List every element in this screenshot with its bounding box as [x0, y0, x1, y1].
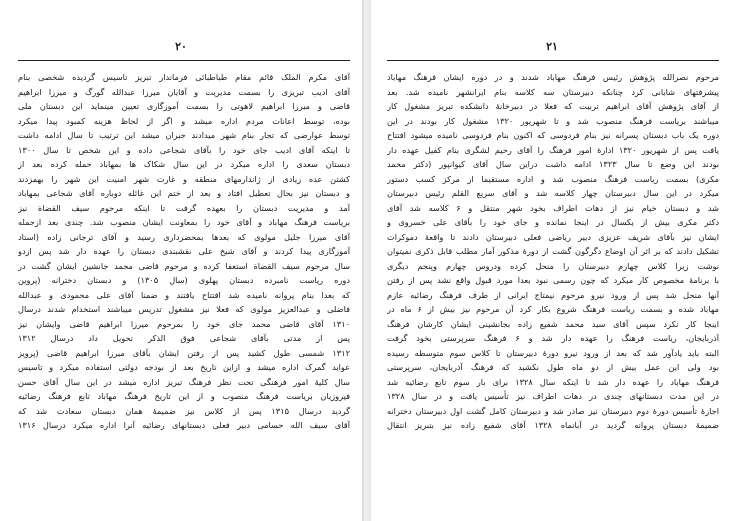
header-rule-right	[387, 60, 719, 61]
text-line: میکرد در این سال دبیرستان چهار کلاسه شد و آقای سریع القلم رئیس دبیرستان	[387, 188, 719, 198]
text-line: در این مدت دبستانهای چندی در دهات اطراف نیز تأسیس یافت و در سال ۱۳۲۸	[387, 391, 719, 401]
right-page	[371, 0, 733, 521]
text-line: ۱۳۱۰ آقای قاضی محمد جای خود را بمرحوم میرزا ابراهیم قاضی وایشان نیز	[18, 318, 350, 329]
text-line: تشکیل دادند که بر اثر آن اوضاع دگرگون گشت از دورۀ مذکور آمار مطلب قابل ذکری نمیتوان	[387, 246, 719, 256]
text-line: مرحوم نصرالله پژوهش رئیس فرهنگ مهاباد شدند و در دوره ایشان فرهنگ مهاباد	[387, 72, 719, 82]
text-line: ضمیمۀ دبستان پروانه گردید در آبانماه ۱۳۲۸ آقای شفیع زاده نیز بتبریز انتقال	[387, 420, 719, 430]
text-line: مکری) بسمت ریاست فرهنگ منصوب شد و اداره مستقیما از مرکز کسب دستور	[387, 173, 719, 184]
text-line: که بعدا بنام پروانه نامیده شد افتتاح یافتند و ضمنا آقای علی محمودی و عبدالله	[18, 289, 350, 300]
text-line: اینجا کار نکرد سپس آقای سید محمد شفیع زاده بجانشینی ایشان کارشان فرهنگ	[387, 318, 719, 329]
header-rule-left	[18, 60, 350, 61]
right-page-body	[387, 70, 719, 515]
text-line: دوره ریاست نامبرده دبستان پهلوی (سال ۱۳۰۵) و دبستان دخترانه (پروین	[18, 275, 350, 285]
text-line: بریاست فرهنگ مهاباد و آقای خود را بمعاونت ایشان منصوب شد. چندی بعد ازجمله	[18, 217, 350, 227]
text-line: بود ولی این عمل بیش از دو ماه طول نکشید که فرهنگ آذربایجان، سرپرستی	[387, 362, 719, 372]
text-line: بودند این وضع تا سال ۱۳۲۳ ادامه داشت دراین سال آقای کیوانپور (دکتر محمد	[387, 159, 719, 169]
text-line: آمد و مدیریت دبستان را بعهده گرفت تا اینکه مرحوم سیف القضاة نیز	[18, 202, 350, 213]
text-line: آقای مکرم الملک قائم مقام طباطبائی فرماندار تبریز تاسیس گردیده شخصی بنام	[18, 72, 350, 82]
left-page-body	[18, 70, 350, 515]
page-number-left: ۲۰	[175, 40, 187, 53]
page-number-right: ۲۱	[546, 40, 558, 53]
text-line: گردید درسال ۱۳۱۵ پس از کلاس نیز ضمیمۀ همان دبستان سعادت شد که	[18, 405, 350, 416]
text-line: ایشان نیز بآقای شریف عزیزی دبیر ریاضی فعلی دبیرستان دادند تا واقعۀ دموکرات	[387, 231, 719, 242]
text-line: مهاباد شده و بسمت ریاست فرهنگ شروع بکار کرد آن مرحوم نیز بیش از ۶ ماه در	[387, 304, 719, 314]
text-line: پس از مدتی بآقای شجاعی فوق الذکر تحویل داد درسال ۱۳۱۲	[18, 333, 350, 343]
text-line: آقای ادیب تبریزی را بسمت مدیریت و آقایان میرزا عبدالله گورگ و میرزا ابراهیم	[18, 86, 350, 97]
book-gutter	[362, 0, 371, 521]
text-line: و دبستان نیز بحال تعطیل افتاد و بعد از ختم این غائله دوباره آقای شجاعی بمهاباد	[18, 188, 350, 198]
text-line: قاضی و میرزا ابراهیم لاهوتی را بسمت آموزگاری تعیین مینماید این دبستان ملی	[18, 101, 350, 111]
left-page	[0, 0, 362, 521]
text-line: دوره یک باب دبستان پسرانه نیز بنام فردوسی که اکنون بنام فردوسی نامیده میشود افتتاح	[387, 130, 719, 140]
text-line: کشتن عده زیادی از ژاندارمهای منطقه و غارت شهر امنیت این شهر را بهمزدند	[18, 173, 350, 184]
text-line: شد و دبستان خیام نیز از دهات اطراف بخود شهر منتقل و ۶ کلاسه شد آقای	[387, 202, 719, 213]
text-line: با برنامۀ مخصوص کار میکرد که چون رسمی نبود بعدا مورد قبول واقع نشد پس از رفتن	[387, 275, 719, 285]
text-line: اجازۀ تأسیس دورۀ دوم دبیرستان نیز صادر شد و دبیرستان کامل گشت اول دبیرستان دخترانه	[387, 405, 719, 416]
text-line: از آقای پژوهش آقای ابراهیم تربیت که فعلا در دبیرخانۀ دانشکده تبریز مشغول کار	[387, 101, 719, 111]
text-line: البته باید یادآور شد که بعد از ورود نیرو دورۀ دبیرستان تا کلاس سوم متوسطه رسیده	[387, 347, 719, 358]
text-line: آموزگاری پیدا کردند و آقای شیخ علی نقشبندی دبستان را عهده دار شد پس ازدو	[18, 246, 350, 256]
text-line: دکتر مکری بیش از یکسال در اینجا نمانده و جای خود را بآقای علی خسروی و	[387, 217, 719, 227]
text-line: سال مرحوم سیف القضاة استعفا کرده و مرحوم قاضی محمد جانشین ایشان گشت در	[18, 260, 350, 271]
text-line: سال کلیۀ امور فرهنگی تحت نظر فرهنگ تبریز اداره میشد در این سال آقای حسن	[18, 376, 350, 387]
text-line: نوشت زیرا کلاس چهارم دبیرستان را منحل کرده ودروس چهارم وپنجم دیگری	[387, 260, 719, 271]
text-line: آذربایجان، ریاست فرهنگ را عهده دار شد و ۶ فرهنگ سرپرستی بخود گرفت	[387, 333, 719, 343]
text-line: تا اینکه آقای ادیب جای خود را بآقای شجاعی داده و این شخص تا سال ۱۳۰۰	[18, 144, 350, 155]
text-line: آقای میرزا جلیل مولوی که بعدها بمحضرداری رسید و آقای ترجانی زاده (استاد	[18, 231, 350, 242]
text-line: بوده، توسط اعانات مردم اداره میشد و اگر از لحاظ هزینه کمبود پیدا میکرد	[18, 115, 350, 126]
text-line: دبستان سعدی را اداره میکرد در این سال شکاک ها بمهاباد حمله کرده بعد از	[18, 159, 350, 169]
text-line: ۱۳۱۲ شمسی طول کشید پس از رفتن ایشان بآقای میرزا ابراهیم قاضی (پرویز	[18, 347, 350, 358]
text-line: فاضلی و عبدالعزیز مولوی که فعلا نیز مشغول تدریس میباشند استخدام شدند درسال	[18, 304, 350, 314]
text-line: آقای سیف الله حسامی دبیر فعلی دبستانهای رضائیه آنرا اداره میکرد درسال ۱۳۱۶	[18, 420, 350, 430]
text-line: یافت پس از شهریور ۱۳۲۰ ادارۀ امور فرهنگ را آقای رحیم لشگری بنام کفیل عهده دار	[387, 144, 719, 155]
text-line: فرهنگ مهاباد را عهده دار شد تا اینکه سال ۱۳۲۸ برای بار سوم تابع رضائیه شد	[387, 376, 719, 387]
text-line: عواید گمرک اداره میشد و ازاین تاریخ بعد از بودجه دولتی استفاده میکرد و تاسیس	[18, 362, 350, 372]
text-line: میباشند بریاست فرهنگ منصوب شد و تا شهریور ۱۳۲۰ مشغول کار بودند در این	[387, 115, 719, 126]
text-line: آنها منحل شد پس از ورود نیرو مرحوم نیمتاج ایرانی از طرف فرهنگ رضائیه عازم	[387, 289, 719, 300]
text-line: پیشرفتهای شایانی کرد چنانکه دبیرستان سه کلاسه بنام ایرانشهر نامیده شد. بعد	[387, 86, 719, 97]
text-line: توسط عوارضی که تجار بنام شهر میدادند جبران میشد این ترتیب تا سال ادامه داشت	[18, 130, 350, 140]
text-line: فیروزیان بریاست فرهنگ منصوب و از این تاریخ فرهنگ مهاباد تابع فرهنگ رضائیه	[18, 391, 350, 401]
